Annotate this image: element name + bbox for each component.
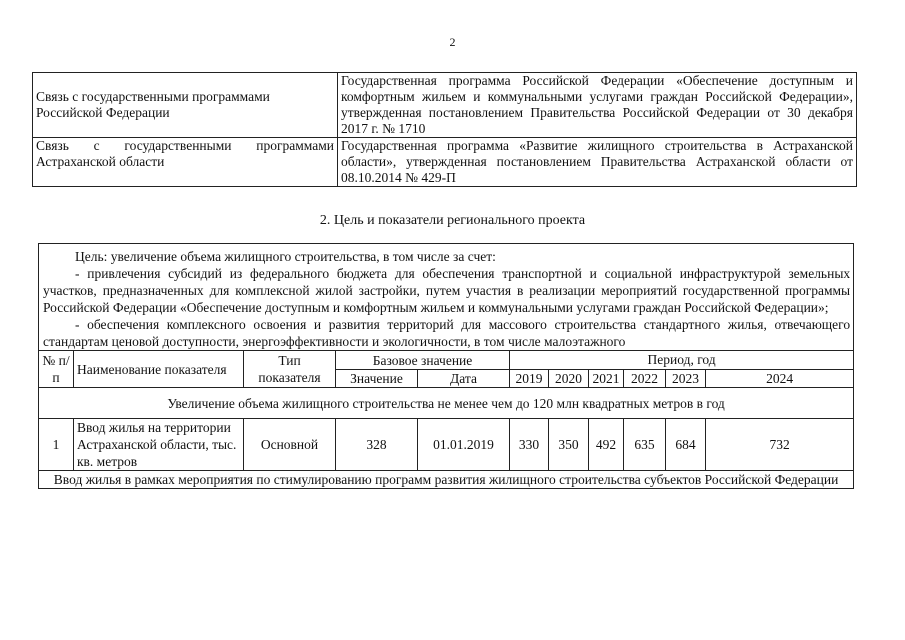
link-text-federal: Государственная программа Российской Федерации «Обеспечение доступным и комфортным жильем и коммунальными услугами граждан Российской Федерации», утвержденная постановлением Правительства Российской Федерации от 30 декабря 2017 г. № 1710 — [338, 73, 857, 138]
goal-bullet-2: - обеспечения комплексного освоения и развития территорий для массового строительства стандартного жилья, отвечающего стандартам ценовой доступности, энергоэффективности и экологичности, в том числе малоэтажного — [43, 317, 851, 349]
footer-row — [39, 471, 854, 489]
col-header-year-2022: 2022 — [624, 370, 666, 388]
link-label-federal: Связь с государственными программами Российской Федерации — [33, 73, 338, 138]
col-header-year-2023: 2023 — [666, 370, 706, 388]
col-header-year-2019: 2019 — [510, 370, 549, 388]
col-header-base-value: Значение — [336, 370, 418, 388]
col-header-period: Период, год — [510, 351, 854, 370]
goal-bullet-1: - привлечения субсидий из федерального бюджета для обеспечения транспортной и социальной инфраструктурой земельных участков, предназначенных для комплексной жилой застройки, путем участия в реализации мероприятий государственной программы Российской Федерации «Обеспечение доступным и комфортным жильем и коммунальными услугами граждан Российской Федерации»; — [43, 266, 851, 315]
row-type: Основной — [244, 419, 336, 471]
row-value-2022: 635 — [624, 419, 666, 471]
goal-intro: Цель: увеличение объема жилищного строительства, в том числе за счет: — [75, 249, 496, 264]
col-header-year-2020: 2020 — [549, 370, 589, 388]
group-title: Увеличение объема жилищного строительства не менее чем до 120 млн квадратных метров в год — [39, 388, 854, 419]
row-base-value: 328 — [336, 419, 418, 471]
row-value-2024: 732 — [706, 419, 854, 471]
col-header-name: Наименование показателя — [74, 351, 244, 388]
program-links-table — [32, 72, 857, 187]
link-label-regional: Связь с государственными программами Астраханской области — [33, 138, 338, 187]
row-num: 1 — [39, 419, 74, 471]
row-base-date: 01.01.2019 — [418, 419, 510, 471]
link-row-regional — [33, 138, 857, 187]
row-value-2021: 492 — [589, 419, 624, 471]
link-text-regional: Государственная программа «Развитие жилищного строительства в Астраханской области», утвержденная постановлением Правительства Астраханской области от 08.10.2014 № 429-П — [338, 138, 857, 187]
col-header-base-date: Дата — [418, 370, 510, 388]
col-header-num: № п/п — [39, 351, 74, 388]
footer-title: Ввод жилья в рамках мероприятия по стимулированию программ развития жилищного строительства субъектов Российской Федерации — [39, 471, 854, 489]
table-row — [39, 419, 854, 471]
group-row — [39, 388, 854, 419]
indicators-table — [38, 243, 854, 489]
row-indicator-name: Ввод жилья на территории Астраханской области, тыс. кв. метров — [74, 419, 244, 471]
col-header-year-2021: 2021 — [589, 370, 624, 388]
goal-cell — [39, 244, 854, 351]
link-row-federal — [33, 73, 857, 138]
goal-row — [39, 244, 854, 351]
col-header-base: Базовое значение — [336, 351, 510, 370]
row-value-2023: 684 — [666, 419, 706, 471]
row-value-2019: 330 — [510, 419, 549, 471]
page-number: 2 — [449, 35, 456, 49]
col-header-type: Тип показателя — [244, 351, 336, 388]
section-title: 2. Цель и показатели регионального проекта — [319, 213, 586, 228]
col-header-year-2024: 2024 — [706, 370, 854, 388]
table-header-row — [39, 351, 854, 370]
row-value-2020: 350 — [549, 419, 589, 471]
